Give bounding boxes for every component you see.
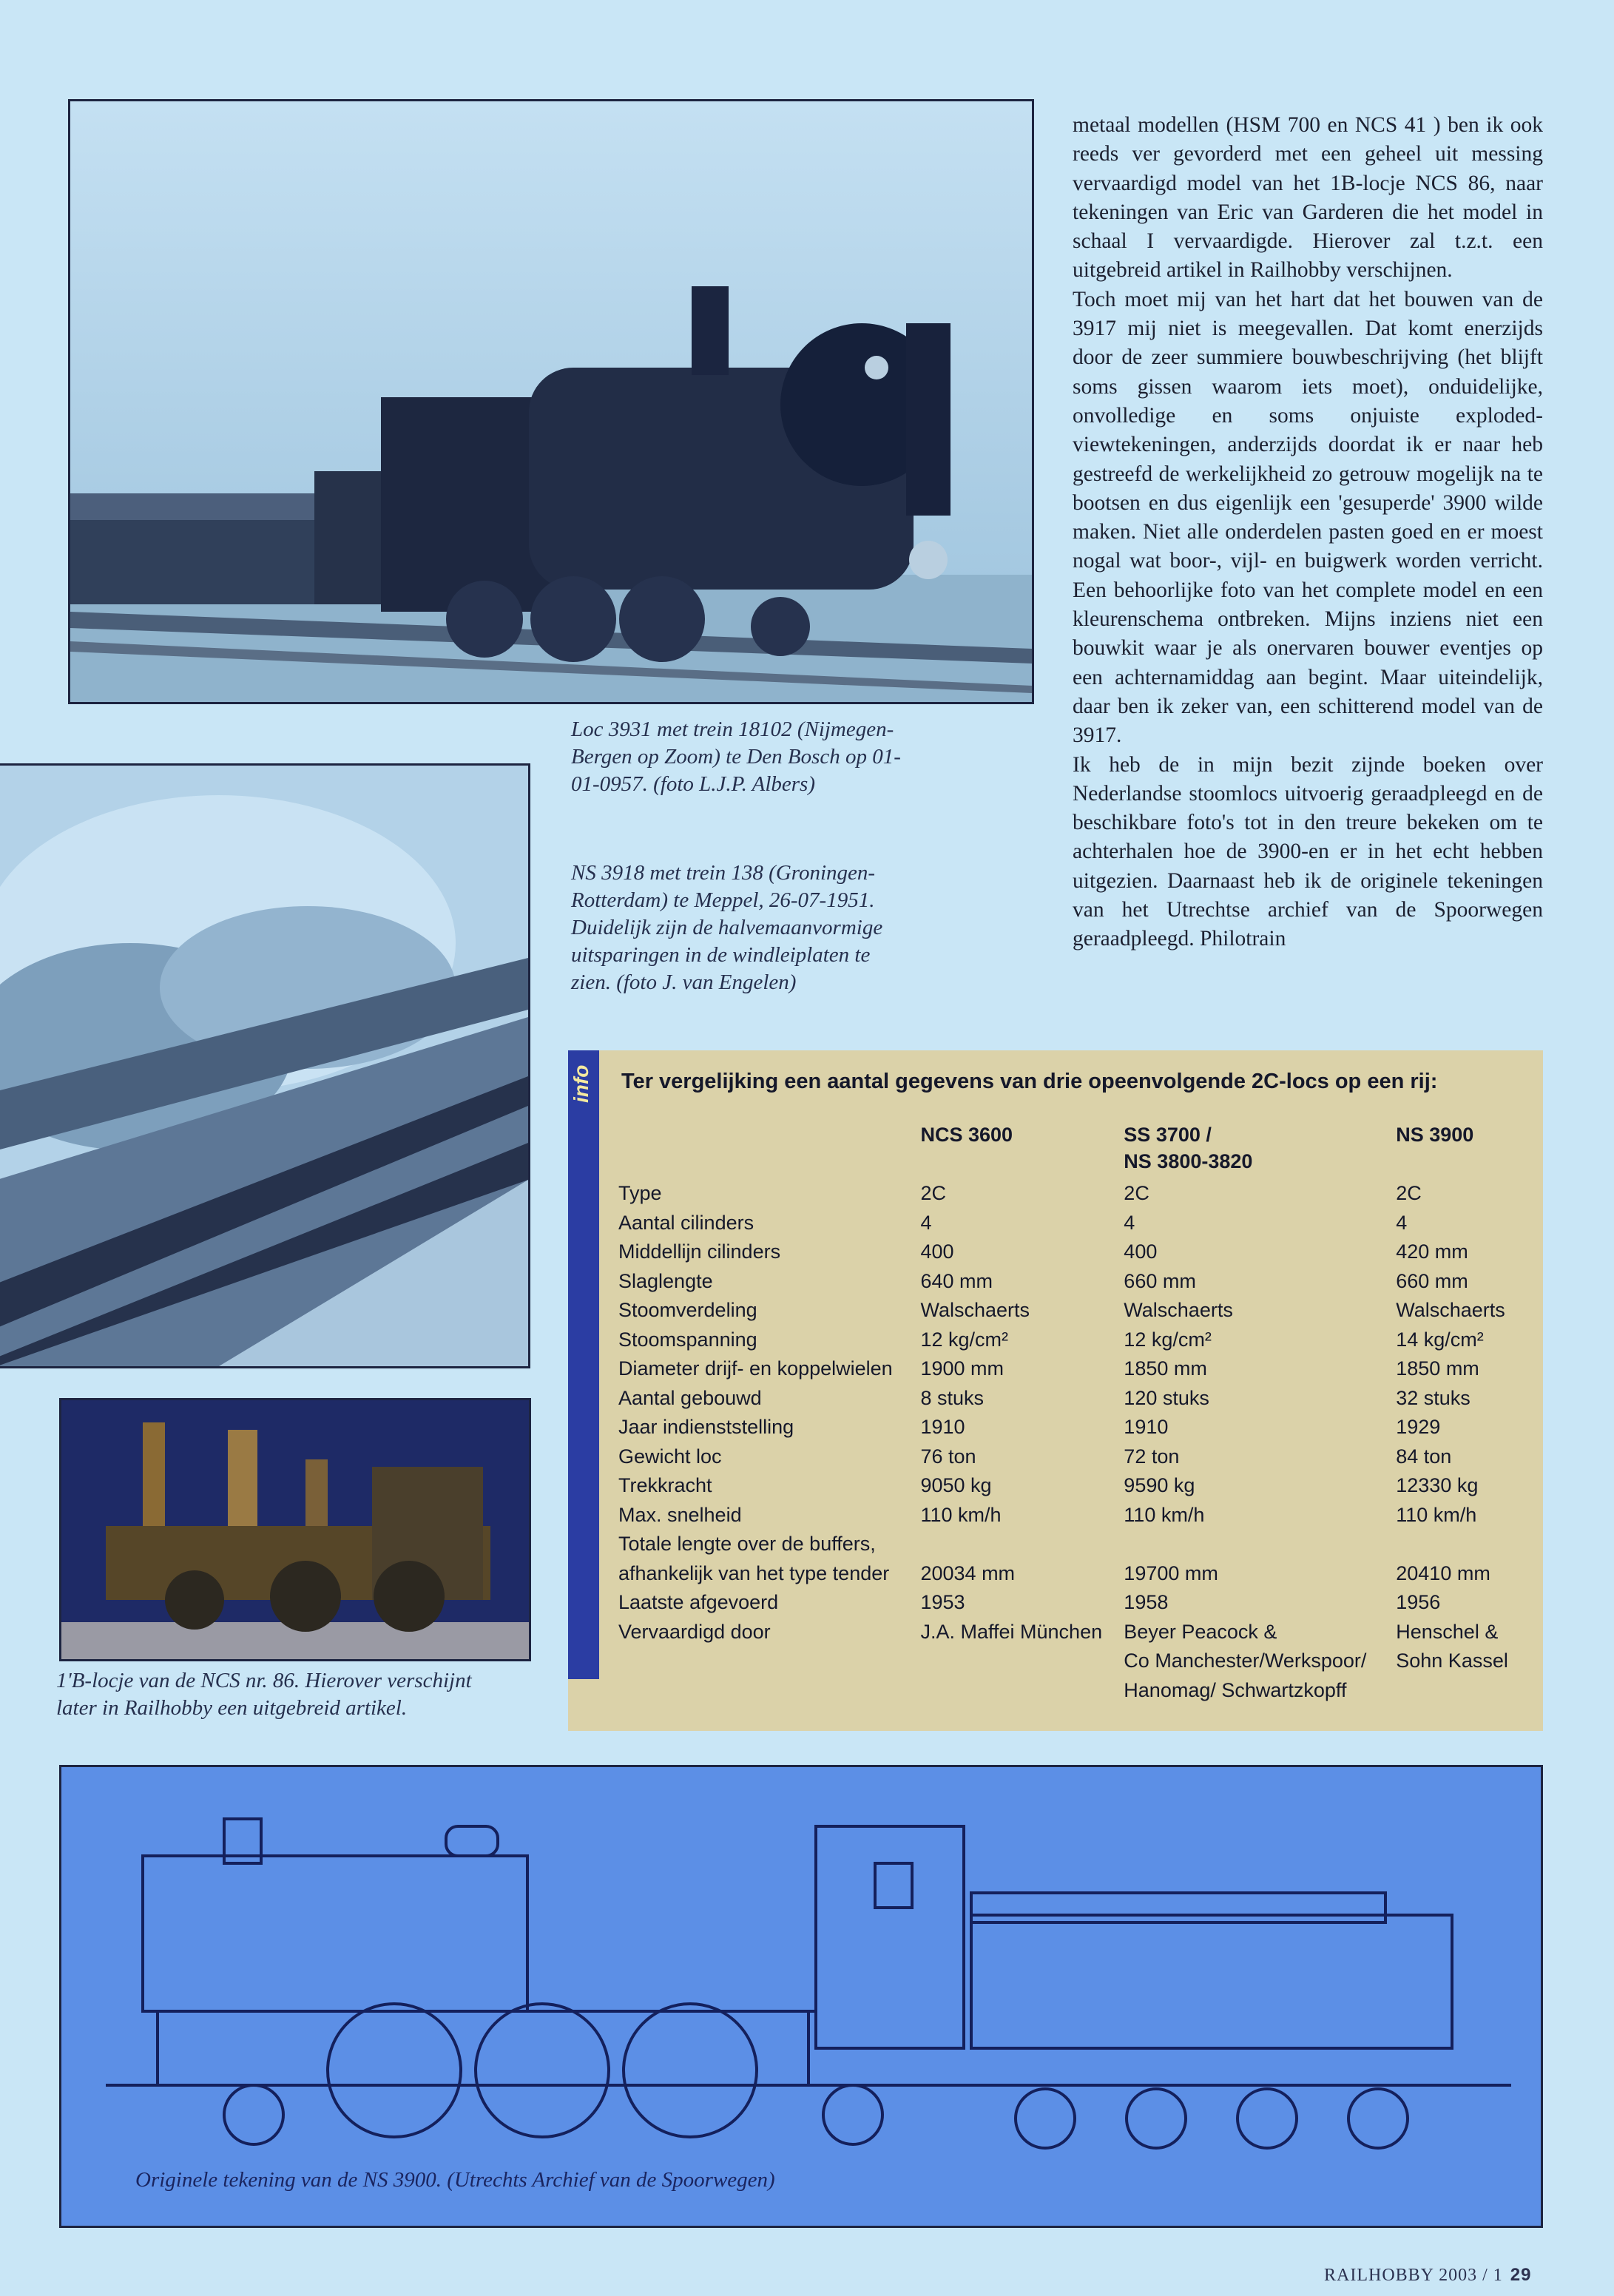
info-box — [568, 1050, 1543, 1731]
table-row — [618, 1267, 1543, 1297]
table-cell: 420 mm — [1396, 1240, 1468, 1263]
table-row — [618, 1442, 1543, 1472]
table-row — [618, 1179, 1543, 1209]
locomotive-technical-drawing — [61, 1767, 1541, 2226]
table-row — [618, 1618, 1543, 1706]
photo-loc-3931 — [68, 99, 1034, 704]
caption-model-ncs-86: 1'B-locje van de NCS nr. 86. Hierover verschijnt later in Railhobby een uitgebreid artikel. — [56, 1669, 472, 1720]
table-cell: Slaglengte — [618, 1269, 713, 1292]
table-cell: 1910 — [920, 1416, 965, 1438]
table-cell: J.A. Maffei München — [920, 1620, 1103, 1643]
column-header: NS 3900 — [1396, 1124, 1474, 1146]
table-cell: 660 mm — [1124, 1269, 1196, 1292]
column-header — [618, 1121, 920, 1179]
table-cell: 2C — [920, 1182, 946, 1204]
table-cell: 20034 mm — [920, 1561, 1016, 1584]
table-cell: 1910 — [1124, 1416, 1169, 1438]
table-cell: 640 mm — [920, 1269, 993, 1292]
table-cell: 1956 — [1396, 1591, 1441, 1613]
table-cell: 76 ton — [920, 1445, 976, 1468]
caption-drawing-ns-3900: Originele tekening van de NS 3900. (Utrechts Archief van de Spoorwegen) — [135, 2168, 775, 2192]
steam-train-in-smoke-photo — [0, 766, 528, 1366]
table-cell: 12 kg/cm² — [1124, 1328, 1212, 1351]
table-cell: Trekkracht — [618, 1474, 712, 1496]
table-cell: 4 — [1124, 1211, 1135, 1234]
table-cell: 72 ton — [1124, 1445, 1180, 1468]
table-row — [618, 1384, 1543, 1414]
table-cell: Henschel & Sohn Kassel — [1396, 1620, 1508, 1672]
magazine-issue: RAILHOBBY 2003 / 1 — [1324, 2266, 1503, 2285]
table-row — [618, 1296, 1543, 1326]
steam-locomotive-photo — [70, 101, 1032, 702]
table-cell: Gewicht loc — [618, 1445, 722, 1468]
table-body — [618, 1179, 1543, 1705]
table-cell: 8 stuks — [920, 1386, 985, 1409]
table-cell: 12 kg/cm² — [920, 1328, 1009, 1351]
table-cell: 19700 mm — [1124, 1561, 1218, 1584]
table-row — [618, 1354, 1543, 1384]
article-paragraph: Toch moet mij van het hart dat het bouwen van de 3917 mij niet is meegevallen. Dat komt enerzijds door de zeer summiere bouwbeschrijving (het blijft soms gissen waarom iets moet), onduidelijke, onvolledige en soms onjuiste exploded-viewtekeningen, anderzijds doordat ik er naar heb gestreefd de werkelijkheid zo getrouw mogelijk na te bootsen en dus eigenlijk een 'gesuperde' 3900 wilde maken. Niet alle onderdelen pasten goed en er moest nogal wat boor-, vijl- en buigwerk worden verricht. Een behoorlijke foto van het complete model en een kleurenschema ontbreken. Mijns inziens niet een bouwkit waar je als onervaren bouwer eventjes op een achternamiddag aan begint. Maar uiteindelijk, daar ben ik zeker van, een schitterend model van de 3917. — [1073, 287, 1543, 748]
table-cell: Aantal gebouwd — [618, 1386, 762, 1409]
table-header-row — [618, 1121, 1543, 1179]
table-row — [618, 1588, 1543, 1618]
table-cell: 400 — [1124, 1240, 1158, 1263]
page-number: 29 — [1510, 2265, 1532, 2285]
column-header: SS 3700 / NS 3800-3820 — [1124, 1124, 1253, 1172]
table-cell: 660 mm — [1396, 1269, 1468, 1292]
table-row — [618, 1530, 1543, 1588]
article-body — [1073, 111, 1543, 954]
table-cell: 9050 kg — [920, 1474, 992, 1496]
table-cell: 1900 mm — [920, 1357, 1004, 1380]
table-cell: Walschaerts — [1124, 1299, 1233, 1321]
table-cell: 20410 mm — [1396, 1561, 1490, 1584]
table-cell: 4 — [1396, 1211, 1408, 1234]
comparison-table — [618, 1121, 1543, 1705]
table-cell: 32 stuks — [1396, 1386, 1471, 1409]
table-cell: Stoomspanning — [618, 1328, 757, 1351]
table-cell: 1850 mm — [1124, 1357, 1207, 1380]
caption-loc-3931: Loc 3931 met trein 18102 (Nijmegen- Bergen op Zoom) te Den Bosch op 01- 01-0957. (foto L.J.P. Albers) — [571, 718, 901, 796]
table-cell: 4 — [920, 1211, 932, 1234]
table-cell: Aantal cilinders — [618, 1211, 754, 1234]
column-header: NCS 3600 — [920, 1124, 1013, 1146]
table-cell: Totale lengte over de buffers, afhankelijk van het type tender — [618, 1533, 890, 1584]
table-cell: 110 km/h — [1124, 1503, 1205, 1526]
table-cell: Laatste afgevoerd — [618, 1591, 779, 1613]
table-cell: 1929 — [1396, 1416, 1441, 1438]
table-cell: 84 ton — [1396, 1445, 1452, 1468]
table-row — [618, 1238, 1543, 1267]
table-cell: Walschaerts — [1396, 1299, 1505, 1321]
table-cell: 14 kg/cm² — [1396, 1328, 1484, 1351]
table-cell: 2C — [1396, 1182, 1422, 1204]
table-cell: 110 km/h — [1396, 1503, 1477, 1526]
table-row — [618, 1501, 1543, 1530]
table-cell: Max. snelheid — [618, 1503, 742, 1526]
table-row — [618, 1326, 1543, 1355]
table-row — [618, 1413, 1543, 1442]
photo-model-ncs-86 — [59, 1398, 531, 1661]
table-cell: Type — [618, 1182, 662, 1204]
table-cell: Walschaerts — [920, 1299, 1030, 1321]
info-tag: info — [570, 1064, 592, 1103]
photo-ns-3918 — [0, 763, 530, 1368]
article-paragraph: Ik heb de in mijn bezit zijnde boeken over Nederlandse stoomlocs uitvoerig geraadpleegd en de beschikbare foto's tot in den treure bekeken om te achterhalen hoe de 3900-en er in het echt hebben uitgezien. Daarnaast heb ik de originele tekeningen van het Utrechtse archief van de Spoorwegen geraadpleegd. Philotrain — [1073, 752, 1543, 951]
info-side-bar — [568, 1050, 599, 1679]
table-cell: Jaar indienststelling — [618, 1416, 794, 1438]
table-cell: 400 — [920, 1240, 954, 1263]
drawing-ns-3900 — [59, 1765, 1543, 2228]
table-row — [618, 1471, 1543, 1501]
table-cell: 9590 kg — [1124, 1474, 1195, 1496]
table-cell: Middellijn cilinders — [618, 1240, 781, 1263]
table-cell: 110 km/h — [920, 1503, 1002, 1526]
table-cell: 1953 — [920, 1591, 965, 1613]
table-cell: Diameter drijf- en koppelwielen — [618, 1357, 893, 1380]
table-cell: Vervaardigd door — [618, 1620, 771, 1643]
table-cell: 1958 — [1124, 1591, 1169, 1613]
brass-model-locomotive-photo — [61, 1400, 529, 1659]
table-cell: Beyer Peacock & Co Manchester/Werkspoor/ Hanomag/ Schwartzkopff — [1124, 1620, 1367, 1701]
table-cell: 12330 kg — [1396, 1474, 1479, 1496]
article-paragraph: metaal modellen (HSM 700 en NCS 41 ) ben ik ook reeds ver gevorderd met een geheel uit messing vervaardigd model van het 1B-locje NCS 86, naar tekeningen van Eric van Garderen die het model in schaal I vervaardigde. Hierover zal t.z.t. een uitgebreid artikel in Railhobby verschijnen. — [1073, 113, 1543, 283]
page-footer — [1324, 2265, 1531, 2286]
table-row — [618, 1209, 1543, 1238]
caption-ns-3918: NS 3918 met trein 138 (Groningen- Rotterdam) te Meppel, 26-07-1951. Duidelijk zijn de halvemaanvormige uitsparingen in de windleiplaten te zien. (foto J. van Engelen) — [571, 861, 883, 994]
table-cell: Stoomverdeling — [618, 1299, 757, 1321]
table-cell: 120 stuks — [1124, 1386, 1209, 1409]
table-cell: 2C — [1124, 1182, 1149, 1204]
info-title: Ter vergelijking een aantal gegevens van drie opeenvolgende 2C-locs op een rij: — [621, 1070, 1438, 1093]
table-cell: 1850 mm — [1396, 1357, 1479, 1380]
